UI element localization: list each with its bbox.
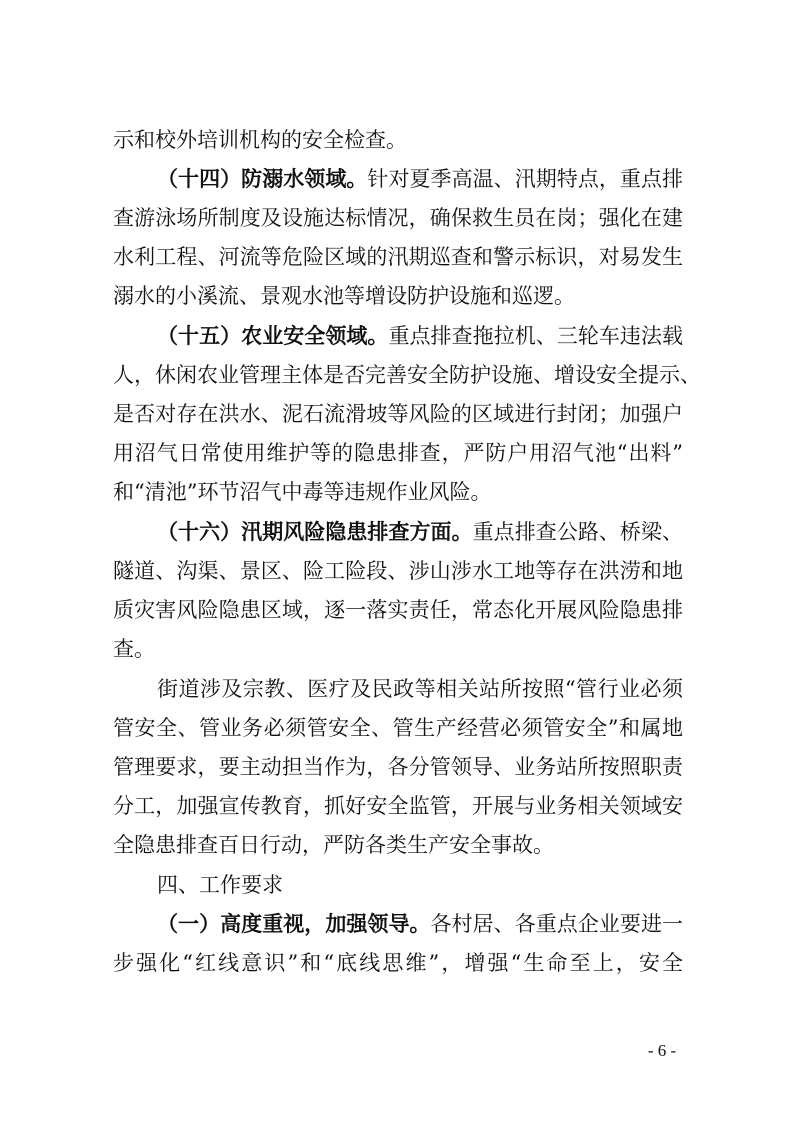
section-heading-line: （十六）汛期风险隐患排查方面。重点排查公路、桥梁、 (157, 520, 683, 544)
section-heading: （十五）农业安全领域。 (157, 324, 389, 348)
chapter-heading: 四、工作要求 (157, 873, 283, 897)
section-heading-line: （一）高度重视，加强领导。各村居、各重点企业要进一 (157, 912, 684, 936)
paragraph-line: 街道涉及宗教、医疗及民政等相关站所按照“管行业必须 (157, 677, 683, 701)
paragraph-line: 示和校外培训机构的安全检查。 (113, 128, 407, 152)
section-heading: （一）高度重视，加强领导。 (157, 912, 431, 936)
paragraph-line: 人，休闲农业管理主体是否完善安全防护设施、增设安全提示、 (113, 363, 701, 387)
paragraph-line: 质灾害风险隐患区域，逐一落实责任，常态化开展风险隐患排 (113, 598, 683, 622)
paragraph-line: 和“清池”环节沼气中毒等违规作业风险。 (113, 480, 492, 504)
paragraph-line: 管理要求，要主动担当作为，各分管领导、业务站所按照职责 (113, 755, 683, 779)
paragraph-line: 用沼气日常使用维护等的隐患排查，严防户用沼气池“出料” (113, 441, 683, 465)
page-number: - 6 - (647, 1041, 677, 1060)
paragraph-line: 是否对存在洪水、泥石流滑坡等风险的区域进行封闭；加强户 (113, 402, 683, 426)
paragraph-line: 全隐患排查百日行动，严防各类生产安全事故。 (113, 833, 554, 857)
paragraph-line: 水利工程、河流等危险区域的汛期巡查和警示标识，对易发生 (113, 245, 683, 269)
section-heading-line: （十四）防溺水领域。针对夏季高温、汛期特点，重点排 (157, 167, 684, 191)
paragraph-line: 管安全、管业务必须管安全、管生产经营必须管安全”和属地 (113, 716, 683, 740)
section-heading-line: （十五）农业安全领域。重点排查拖拉机、三轮车违法载 (157, 324, 684, 348)
section-heading: （十六）汛期风险隐患排查方面。 (157, 520, 473, 544)
paragraph-line: 隧道、沟渠、景区、险工险段、涉山涉水工地等存在洪涝和地 (113, 559, 683, 583)
paragraph-line: 查游泳场所制度及设施达标情况，确保救生员在岗；强化在建 (113, 206, 683, 230)
paragraph-line: 溺水的小溪流、景观水池等增设防护设施和巡逻。 (113, 284, 575, 308)
section-heading: （十四）防溺水领域。 (157, 167, 368, 191)
paragraph-line: 步强化“红线意识”和“底线思维”，增强“生命至上，安全 (113, 951, 683, 975)
paragraph-line: 查。 (113, 637, 155, 661)
paragraph-line: 分工，加强宣传教育，抓好安全监管，开展与业务相关领域安 (113, 794, 683, 818)
